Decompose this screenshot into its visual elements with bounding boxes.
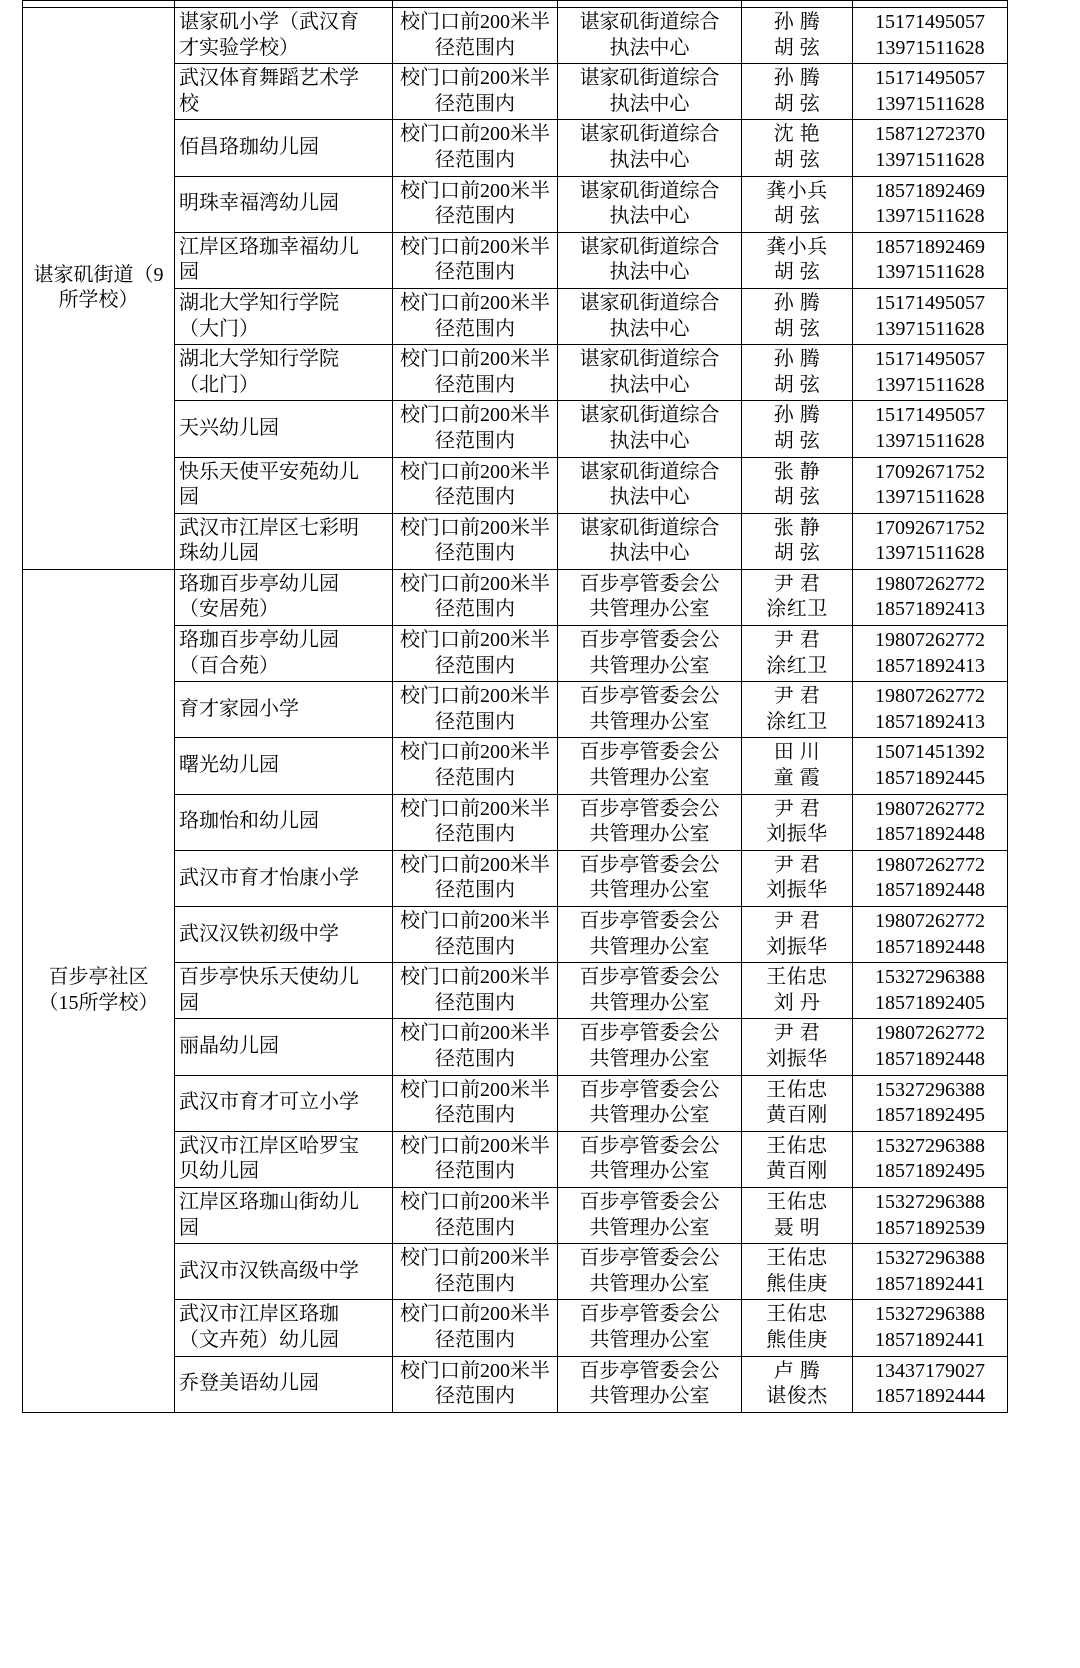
responsible-unit-cell: 谌家矶街道综合 执法中心 (558, 8, 742, 64)
school-name-cell: 湖北大学知行学院 （北门） (175, 345, 393, 401)
phone-cell: 15171495057 13971511628 (853, 345, 1008, 401)
management-range-cell: 校门口前200米半 径范围内 (393, 345, 558, 401)
responsible-unit-cell: 百步亭管委会公 共管理办公室 (558, 682, 742, 738)
responsible-person-cell: 尹 君 涂红卫 (742, 682, 853, 738)
responsible-person-cell: 孙 腾 胡 弦 (742, 64, 853, 120)
school-name-cell: 珞珈百步亭幼儿园 （百合苑） (175, 626, 393, 682)
responsible-person-cell: 张 静 胡 弦 (742, 457, 853, 513)
responsible-unit-cell: 百步亭管委会公 共管理办公室 (558, 1300, 742, 1356)
school-name-cell: 武汉市汉铁高级中学 (175, 1244, 393, 1300)
responsible-unit-cell: 百步亭管委会公 共管理办公室 (558, 626, 742, 682)
management-range-cell: 校门口前200米半 径范围内 (393, 120, 558, 176)
responsible-person-cell: 尹 君 刘振华 (742, 794, 853, 850)
school-cell-clipped (175, 1, 393, 8)
responsible-person-cell: 张 静 胡 弦 (742, 513, 853, 569)
management-range-cell: 校门口前200米半 径范围内 (393, 8, 558, 64)
responsible-unit-cell: 百步亭管委会公 共管理办公室 (558, 1244, 742, 1300)
management-range-cell: 校门口前200米半 径范围内 (393, 1131, 558, 1187)
management-range-cell: 校门口前200米半 径范围内 (393, 401, 558, 457)
management-range-cell: 校门口前200米半 径范围内 (393, 1244, 558, 1300)
phone-cell: 19807262772 18571892448 (853, 1019, 1008, 1075)
phone-cell: 15327296388 18571892441 (853, 1244, 1008, 1300)
responsible-person-cell: 孙 腾 胡 弦 (742, 8, 853, 64)
phone-cell: 15327296388 18571892405 (853, 963, 1008, 1019)
responsible-unit-cell: 谌家矶街道综合 执法中心 (558, 345, 742, 401)
phone-cell: 15327296388 18571892495 (853, 1075, 1008, 1131)
table-row (23, 8, 1008, 64)
responsible-unit-cell: 百步亭管委会公 共管理办公室 (558, 1075, 742, 1131)
responsible-person-cell: 龚小兵 胡 弦 (742, 232, 853, 288)
phone-cell: 15871272370 13971511628 (853, 120, 1008, 176)
responsible-person-cell: 尹 君 涂红卫 (742, 569, 853, 625)
school-name-cell: 武汉市育才可立小学 (175, 1075, 393, 1131)
management-range-cell: 校门口前200米半 径范围内 (393, 1300, 558, 1356)
responsible-unit-cell: 百步亭管委会公 共管理办公室 (558, 569, 742, 625)
school-name-cell: 武汉汉铁初级中学 (175, 907, 393, 963)
responsible-person-cell: 孙 腾 胡 弦 (742, 401, 853, 457)
school-responsibility-table (22, 0, 1008, 1413)
school-name-cell: 武汉体育舞蹈艺术学 校 (175, 64, 393, 120)
school-name-cell: 珞珈怡和幼儿园 (175, 794, 393, 850)
phone-cell: 15327296388 18571892539 (853, 1187, 1008, 1243)
responsible-unit-cell: 谌家矶街道综合 执法中心 (558, 513, 742, 569)
school-name-cell: 武汉市江岸区珞珈 （文卉苑）幼儿园 (175, 1300, 393, 1356)
school-name-cell: 江岸区珞珈山街幼儿 园 (175, 1187, 393, 1243)
responsible-unit-cell: 谌家矶街道综合 执法中心 (558, 401, 742, 457)
management-range-cell: 校门口前200米半 径范围内 (393, 64, 558, 120)
phone-cell: 15171495057 13971511628 (853, 401, 1008, 457)
responsible-person-cell: 尹 君 刘振华 (742, 850, 853, 906)
responsible-person-cell: 孙 腾 胡 弦 (742, 345, 853, 401)
responsible-person-cell: 孙 腾 胡 弦 (742, 288, 853, 344)
phone-cell: 15171495057 13971511628 (853, 8, 1008, 64)
school-name-cell: 天兴幼儿园 (175, 401, 393, 457)
responsible-person-cell: 王佑忠 黄百刚 (742, 1075, 853, 1131)
phone-cell: 19807262772 18571892413 (853, 682, 1008, 738)
management-range-cell: 校门口前200米半 径范围内 (393, 682, 558, 738)
management-range-cell: 校门口前200米半 径范围内 (393, 569, 558, 625)
phone-cell: 13437179027 18571892444 (853, 1356, 1008, 1412)
range-cell-clipped (393, 1, 558, 8)
school-name-cell: 百步亭快乐天使幼儿 园 (175, 963, 393, 1019)
responsible-person-cell: 王佑忠 刘 丹 (742, 963, 853, 1019)
phone-cell: 17092671752 13971511628 (853, 457, 1008, 513)
phone-cell: 15071451392 18571892445 (853, 738, 1008, 794)
management-range-cell: 校门口前200米半 径范围内 (393, 288, 558, 344)
phone-cell: 19807262772 18571892448 (853, 907, 1008, 963)
unit-cell-clipped (558, 1, 742, 8)
responsible-person-cell: 尹 君 刘振华 (742, 907, 853, 963)
group-cell: 谌家矶街道（9 所学校） (23, 8, 175, 570)
school-name-cell: 武汉市江岸区哈罗宝 贝幼儿园 (175, 1131, 393, 1187)
management-range-cell: 校门口前200米半 径范围内 (393, 738, 558, 794)
phone-cell: 19807262772 18571892448 (853, 794, 1008, 850)
school-name-cell: 佰昌珞珈幼儿园 (175, 120, 393, 176)
management-range-cell: 校门口前200米半 径范围内 (393, 176, 558, 232)
management-range-cell: 校门口前200米半 径范围内 (393, 907, 558, 963)
table-row (23, 569, 1008, 625)
school-name-cell: 湖北大学知行学院 （大门） (175, 288, 393, 344)
person-cell-clipped (742, 1, 853, 8)
responsible-person-cell: 王佑忠 熊佳庚 (742, 1244, 853, 1300)
phone-cell: 15327296388 18571892495 (853, 1131, 1008, 1187)
school-name-cell: 珞珈百步亭幼儿园 （安居苑） (175, 569, 393, 625)
phone-cell: 15171495057 13971511628 (853, 288, 1008, 344)
school-name-cell: 江岸区珞珈幸福幼儿 园 (175, 232, 393, 288)
responsible-unit-cell: 谌家矶街道综合 执法中心 (558, 232, 742, 288)
phone-cell: 19807262772 18571892413 (853, 569, 1008, 625)
responsible-unit-cell: 谌家矶街道综合 执法中心 (558, 64, 742, 120)
responsible-unit-cell: 百步亭管委会公 共管理办公室 (558, 1019, 742, 1075)
school-name-cell: 育才家园小学 (175, 682, 393, 738)
responsible-unit-cell: 谌家矶街道综合 执法中心 (558, 176, 742, 232)
management-range-cell: 校门口前200米半 径范围内 (393, 1075, 558, 1131)
responsible-person-cell: 尹 君 涂红卫 (742, 626, 853, 682)
responsible-person-cell: 王佑忠 黄百刚 (742, 1131, 853, 1187)
phone-cell: 15327296388 18571892441 (853, 1300, 1008, 1356)
management-range-cell: 校门口前200米半 径范围内 (393, 626, 558, 682)
phone-cell: 19807262772 18571892413 (853, 626, 1008, 682)
management-range-cell: 校门口前200米半 径范围内 (393, 457, 558, 513)
school-name-cell: 快乐天使平安苑幼儿 园 (175, 457, 393, 513)
school-name-cell: 明珠幸福湾幼儿园 (175, 176, 393, 232)
school-name-cell: 谌家矶小学（武汉育 才实验学校） (175, 8, 393, 64)
responsible-unit-cell: 百步亭管委会公 共管理办公室 (558, 850, 742, 906)
phone-cell: 19807262772 18571892448 (853, 850, 1008, 906)
table-row (23, 1, 1008, 8)
responsible-unit-cell: 百步亭管委会公 共管理办公室 (558, 963, 742, 1019)
responsible-person-cell: 田 川 童 霞 (742, 738, 853, 794)
school-name-cell: 武汉市江岸区七彩明 珠幼儿园 (175, 513, 393, 569)
responsible-person-cell: 尹 君 刘振华 (742, 1019, 853, 1075)
responsible-unit-cell: 百步亭管委会公 共管理办公室 (558, 1131, 742, 1187)
responsible-unit-cell: 谌家矶街道综合 执法中心 (558, 457, 742, 513)
management-range-cell: 校门口前200米半 径范围内 (393, 513, 558, 569)
responsible-unit-cell: 百步亭管委会公 共管理办公室 (558, 738, 742, 794)
responsible-unit-cell: 谌家矶街道综合 执法中心 (558, 288, 742, 344)
responsible-unit-cell: 谌家矶街道综合 执法中心 (558, 120, 742, 176)
phone-cell: 18571892469 13971511628 (853, 232, 1008, 288)
management-range-cell: 校门口前200米半 径范围内 (393, 794, 558, 850)
management-range-cell: 校门口前200米半 径范围内 (393, 1356, 558, 1412)
group-cell: 百步亭社区 （15所学校） (23, 569, 175, 1412)
school-name-cell: 武汉市育才怡康小学 (175, 850, 393, 906)
responsible-unit-cell: 百步亭管委会公 共管理办公室 (558, 794, 742, 850)
responsible-person-cell: 卢 腾 谌俊杰 (742, 1356, 853, 1412)
responsible-person-cell: 龚小兵 胡 弦 (742, 176, 853, 232)
school-name-cell: 乔登美语幼儿园 (175, 1356, 393, 1412)
group-cell-clipped (23, 1, 175, 8)
responsible-unit-cell: 百步亭管委会公 共管理办公室 (558, 907, 742, 963)
responsible-unit-cell: 百步亭管委会公 共管理办公室 (558, 1356, 742, 1412)
responsible-person-cell: 王佑忠 聂 明 (742, 1187, 853, 1243)
management-range-cell: 校门口前200米半 径范围内 (393, 963, 558, 1019)
responsible-person-cell: 王佑忠 熊佳庚 (742, 1300, 853, 1356)
phone-cell: 17092671752 13971511628 (853, 513, 1008, 569)
responsible-unit-cell: 百步亭管委会公 共管理办公室 (558, 1187, 742, 1243)
management-range-cell: 校门口前200米半 径范围内 (393, 850, 558, 906)
management-range-cell: 校门口前200米半 径范围内 (393, 232, 558, 288)
school-name-cell: 丽晶幼儿园 (175, 1019, 393, 1075)
phone-cell-clipped (853, 1, 1008, 8)
school-name-cell: 曙光幼儿园 (175, 738, 393, 794)
phone-cell: 15171495057 13971511628 (853, 64, 1008, 120)
responsible-person-cell: 沈 艳 胡 弦 (742, 120, 853, 176)
management-range-cell: 校门口前200米半 径范围内 (393, 1019, 558, 1075)
management-range-cell: 校门口前200米半 径范围内 (393, 1187, 558, 1243)
phone-cell: 18571892469 13971511628 (853, 176, 1008, 232)
